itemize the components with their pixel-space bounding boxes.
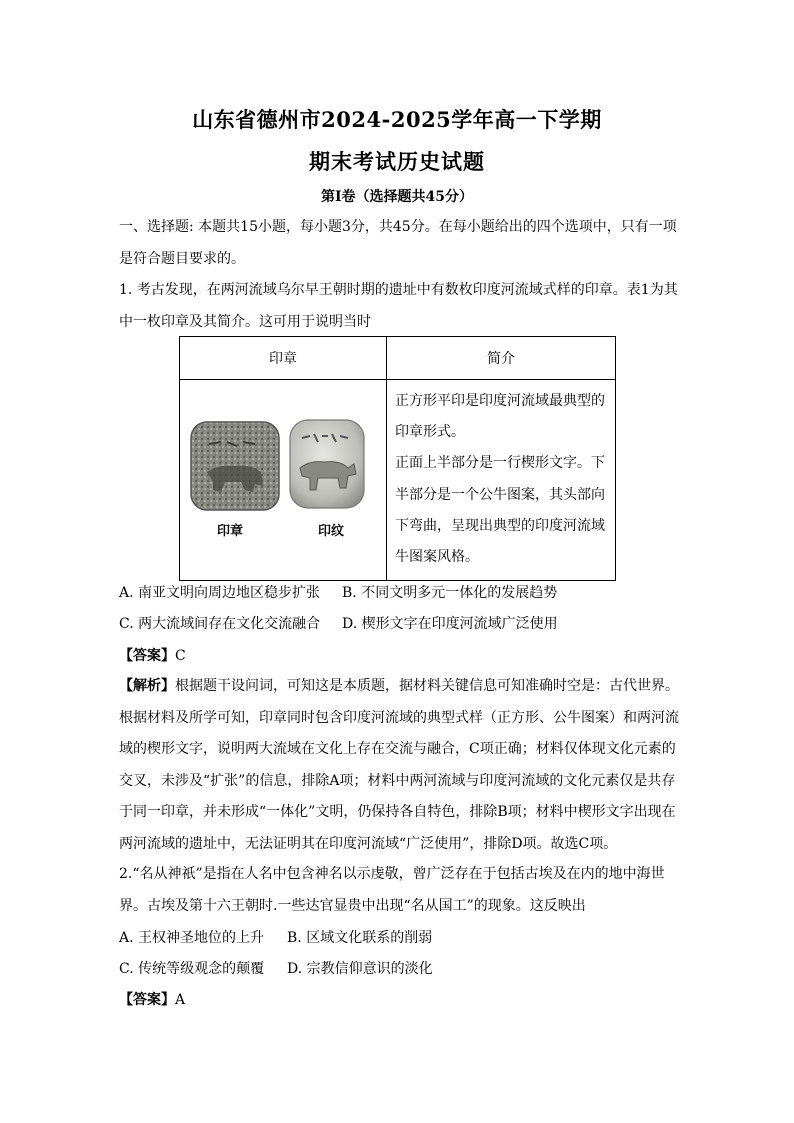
q2-option-c: C. 传统等级观念的颠覆 (119, 961, 265, 977)
q1-stem: 1. 考古发现，在两河流域乌尔早王朝时期的遗址中有数枚印度河流域式样的印章。表1为其中一枚印章及其简介。这可用于说明当时 (119, 282, 678, 330)
answer-value: C (175, 648, 186, 664)
q1-option-c: C. 两大流域间存在文化交流融合 (119, 616, 321, 632)
seal-impression-photo (288, 418, 366, 510)
title-line-1: 山东省德州市2024-2025学年高一下学期 (192, 107, 602, 132)
q2-option-b: B. 区域文化联系的削弱 (287, 930, 433, 946)
table-header-seal: 印章 (180, 337, 387, 380)
instructions: 一、选择题: 本题共15小题，每小题3分，共45分。在每小题给出的四个选项中，只有一项是符合题目要求的。 (119, 219, 677, 267)
analysis-label: 【解析】 (119, 678, 175, 694)
q2-stem: 2.“名从神祇”是指在人名中包含神名以示虔敬，曾广泛存在于包括古埃及在内的地中海世界。古埃及第十六王朝时.一些达官显贵中出现“名从国工”的现象。这反映出 (119, 866, 665, 914)
answer-label: 【答案】 (119, 648, 175, 664)
q1-answer (119, 646, 186, 666)
q1-option-a: A. 南亚文明向周边地区稳步扩张 (119, 585, 321, 601)
caption-impression: 印纹 (318, 524, 345, 539)
answer-value: A (175, 992, 186, 1008)
seal-image-cell (180, 380, 387, 581)
q1-option-b: B. 不同文明多元一体化的发展趋势 (342, 585, 558, 601)
q1-option-d: D. 楔形文字在印度河流域广泛使用 (342, 616, 558, 632)
seal-table (179, 336, 616, 581)
q1-analysis (119, 671, 685, 860)
section-heading: 第Ⅰ卷（选择题共45分） (320, 189, 474, 205)
table-header-intro: 简介 (387, 337, 616, 380)
analysis-text: 根据题干设问词，可知这是本质题，据材料关键信息可知准确时空是：古代世界。根据材料及所学可知，印章同时包含印度河流域的典型式样（正方形、公牛图案）和两河流域的楔形文字，说明两大流域在文化上存在交流与融合，C项正确；材料仅体现文化元素的交叉，未涉及“扩张”的信息，排除A项；材料中两河流域与印度河流域的文化元素仅是共存于同一印章，并未形成“一体化”文明，仍保持各自特色，排除B项；材料中楔形文字出现在两河流域的遗址中，无法证明其在印度河流域“广泛使用”，排除D项。故选C项。 (119, 678, 679, 852)
q2-option-a: A. 王权神圣地位的上升 (119, 930, 265, 946)
answer-label: 【答案】 (119, 992, 175, 1008)
seal-description-1: 正方形平印是印度河流域最典型的印章形式。 (395, 393, 605, 441)
seal-description-cell (387, 380, 616, 581)
q2-option-d: D. 宗教信仰意识的淡化 (287, 961, 433, 977)
seal-description-2: 正面上半部分是一行楔形文字。下半部分是一个公牛图案，其头部向下弯曲，呈现出典型的印度河流域牛图案风格。 (395, 455, 605, 566)
q2-answer (119, 990, 185, 1010)
title-line-2: 期末考试历史试题 (309, 149, 485, 174)
caption-seal: 印章 (217, 524, 244, 539)
seal-photo (189, 420, 281, 512)
